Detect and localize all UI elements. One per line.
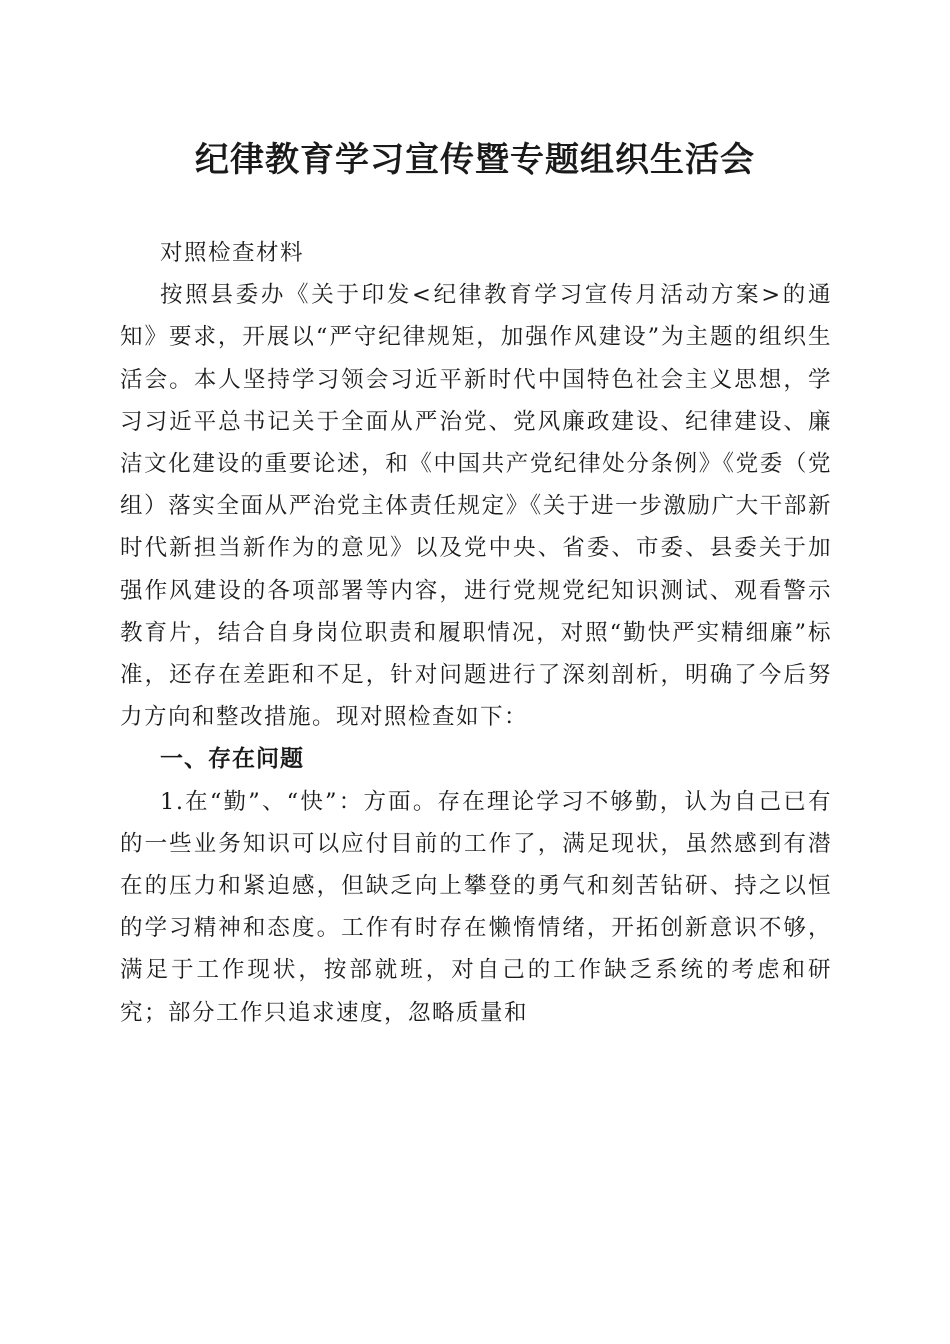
document-body — [120, 232, 832, 1034]
section-paragraph: 1.在“勤”、“快”：方面。存在理论学习不够勤，认为自己已有的一些业务知识可以应付目前的工作了，满足现状，虽然感到有潜在的压力和紧迫感，但缺乏向上攀登的勇气和刻苦钻研、持之以恒的学习精神和态度。工作有时存在懒惰情绪，开拓创新意识不够，满足于工作现状，按部就班，对自己的工作缺乏系统的考虑和研究；部分工作只追求速度，忽略质量和 — [120, 788, 832, 1026]
document-title: 纪律教育学习宣传暨专题组织生活会 — [195, 140, 755, 180]
document-subtitle: 对照检查材料 — [160, 240, 305, 266]
section-heading-problems: 一、存在问题 — [160, 746, 304, 773]
intro-paragraph: 按照县委办《关于印发<纪律教育学习宣传月活动方案>的通知》要求，开展以“严守纪律规矩，加强作风建设”为主题的组织生活会。本人坚持学习领会习近平新时代中国特色社会主义思想，学习习近平总书记关于全面从严治党、党风廉政建设、纪律建设、廉洁文化建设的重要论述，和《中国共产党纪律处分条例》《党委（党组）落实全面从严治党主体责任规定》《关于进一步激励广大干部新时代新担当新作为的意见》以及党中央、省委、市委、县委关于加强作风建设的各项部署等内容，进行党规党纪知识测试、观看警示教育片，结合自身岗位职责和履职情况，对照“勤快严实精细廉”标准，还存在差距和不足，针对问题进行了深刻剖析，明确了今后努力方向和整改措施。现对照检查如下： — [120, 282, 832, 731]
